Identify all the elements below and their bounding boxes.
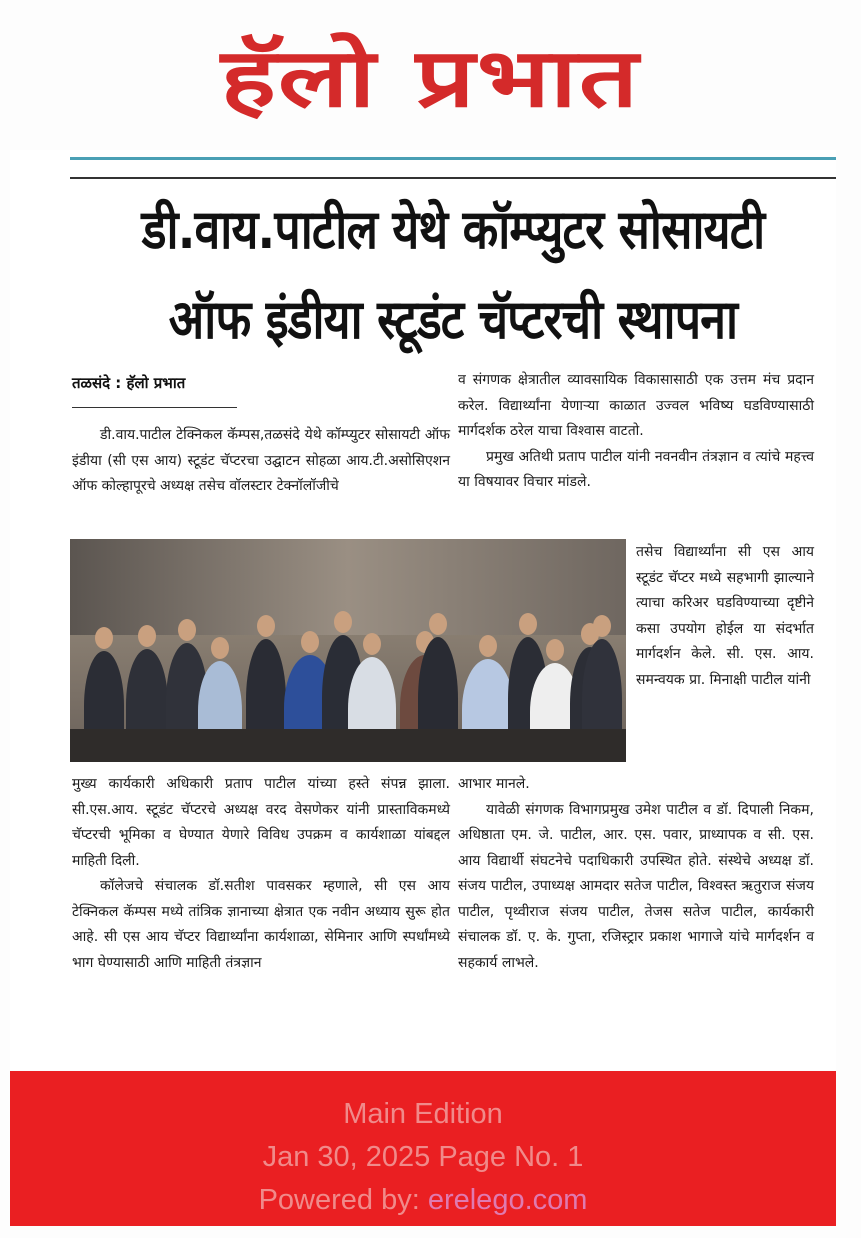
dateline: तळसंदे : हॅलो प्रभात: [72, 371, 237, 408]
paragraph-3-continued: तसेच विद्यार्थ्यांना सी एस आय स्टूडंट चॅप्टर मध्ये सहभागी झाल्याने त्याचा करिअर घडविण्याच्या दृष्टीने कसा उपयोग होईल या संदर्भात मार्गदर्शन केले. सी. एस. आय. समन्वयक प्रा. मिनाक्षी पाटील यांनी: [636, 544, 814, 688]
paragraph-3: प्रमुख अतिथी प्रताप पाटील यांनी नवनवीन तंत्रज्ञान व त्यांचे महत्त्व या विषयावर विचार मांडले.: [458, 448, 814, 490]
column-left-bottom: [72, 772, 450, 976]
group-photo: [70, 539, 626, 762]
edition-name: Main Edition: [343, 1098, 503, 1130]
headline-line-2: ऑफ इंडीया स्टूडंट चॅप्टरची स्थापना: [168, 288, 738, 351]
masthead-title: हॅलो प्रभात: [220, 29, 641, 126]
paragraph-1: डी.वाय.पाटील टेक्निकल कॅम्पस,तळसंदे येथे कॉम्प्युटर सोसायटी ऑफ इंडीया (सी एस आय) स्टूडंट चॅप्टरचा उद्घाटन सोहळा आय.टी.असोसिएशन ऑफ कोल्हापूरचे अध्यक्ष तसेच वॉलस्टार टेक्नॉलॉजीचे: [72, 427, 450, 494]
article-headline: [70, 185, 836, 365]
column-left-top: [72, 423, 450, 500]
paragraph-3-end: आभार मानले.: [458, 776, 530, 792]
headline-line-1: डी.वाय.पाटील येथे कॉम्प्युटर सोसायटी: [141, 198, 765, 261]
photo-floor: [70, 729, 626, 762]
paragraph-2-continued: व संगणक क्षेत्रातील व्यावसायिक विकासासाठी एक उत्तम मंच प्रदान करेल. विद्यार्थ्यांना येणाऱ्या काळात उज्वल भविष्य घडविण्यासाठी मार्गदर्शक ठरेल याचा विश्वास वाटतो.: [458, 372, 814, 439]
powered-by-link[interactable]: erelego.com: [427, 1184, 588, 1216]
powered-by-label: Powered by:: [258, 1184, 428, 1216]
column-right-bottom: [458, 772, 814, 976]
paragraph-2: कॉलेजचे संचालक डॉ.सतीश पावसकर म्हणाले, सी एस आय टेक्निकल कॅम्पस मध्ये तांत्रिक ज्ञानाच्या क्षेत्रात एक नवीन अध्याय सुरू होत आहे. सी एस आय चॅप्टर विद्यार्थ्यांना कार्यशाळा, सेमिनार आणि स्पर्धांमध्ये भाग घेण्यासाठी आणि माहिती तंत्रज्ञान: [72, 878, 450, 971]
paragraph-4: यावेळी संगणक विभागप्रमुख उमेश पाटील व डॉ. दिपाली निकम, अधिष्ठाता एम. जे. पाटील, आर. एस. पवार, प्राध्यापक व सी. एस. आय विद्यार्थी संघटनेचे पदाधिकारी उपस्थित होते. संस्थेचे अध्यक्ष डॉ. संजय पाटील, उपाध्यक्ष आमदार सतेज पाटील, विश्वस्त ऋतुराज संजय पाटील, पृथ्वीराज संजय पाटील, तेजस सतेज पाटील, कार्यकारी संचालक डॉ. ए. के. गुप्ता, रजिस्ट्रार प्रकाश भागाजे यांचे मार्गदर्शन व सहकार्य लाभले.: [458, 801, 814, 971]
column-right-middle: [636, 540, 814, 693]
edition-date-page: Jan 30, 2025 Page No. 1: [262, 1141, 584, 1173]
masthead-rule: [70, 157, 836, 160]
edition-footer: [10, 1071, 836, 1226]
powered-by: [10, 1179, 836, 1222]
paragraph-1-continued: मुख्य कार्यकारी अधिकारी प्रताप पाटील यांच्या हस्ते संपन्न झाला. सी.एस.आय. स्टूडंट चॅप्टरचे अध्यक्ष वरद वेसणेकर यांनी प्रास्ताविकमध्ये चॅप्टरची भूमिका व घेण्यात येणारे विविध उपक्रम व कार्यशाळा यांबद्दल माहिती दिली.: [72, 776, 450, 869]
column-right-top: [458, 368, 814, 496]
headline-top-rule: [70, 177, 836, 179]
